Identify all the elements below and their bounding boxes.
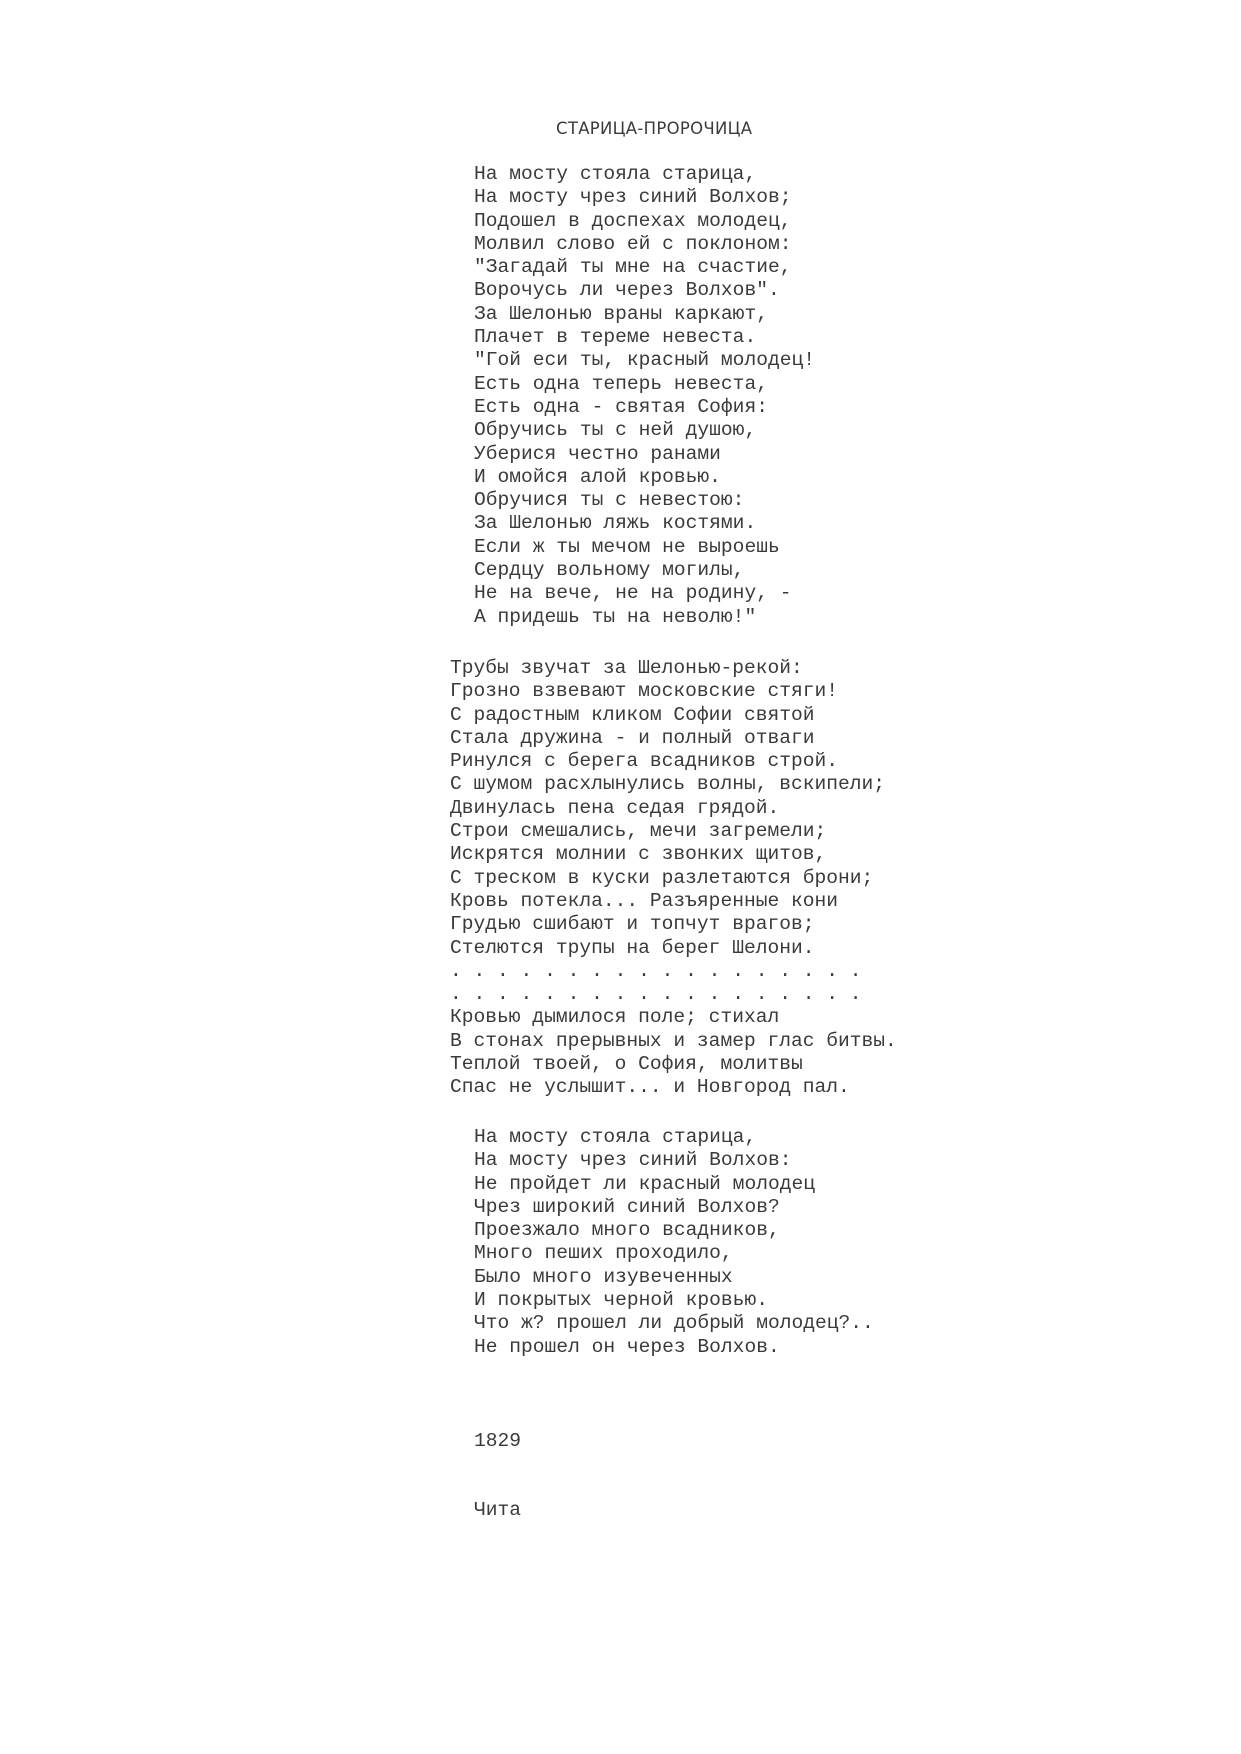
poem-line: Молвил слово ей с поклоном: <box>474 232 792 255</box>
poem-line: За Шелонью враны каркают, <box>474 302 768 325</box>
poem-line: Стала дружина - и полный отваги <box>450 726 815 749</box>
poem-line: Если ж ты мечом не выроешь <box>474 535 780 558</box>
stanza-3 <box>474 1126 874 1359</box>
poem-line: На мосту стояла старица, <box>474 1126 757 1148</box>
poem-line: И покрытых черной кровью. <box>474 1289 768 1312</box>
poem-year: 1829 <box>474 1429 522 1452</box>
poem-line: На мосту чрез синий Волхов; <box>474 186 792 209</box>
poem-line: Грозно взвевают московские стяги! <box>450 680 839 703</box>
poem-line: Не на вече, не на родину, - <box>474 582 792 605</box>
poem-line: Обручись ты с ней душою, <box>474 419 757 442</box>
poem-line: . . . . . . . . . . . . . . . . . . <box>450 959 862 982</box>
poem-line: С радостным кликом Софии святой <box>450 703 815 726</box>
poem-place: Чита <box>474 1499 522 1522</box>
poem-line: Есть одна - святая София: <box>474 395 768 418</box>
poem-line: Не пройдет ли красный молодец <box>474 1172 815 1195</box>
poem-line: Кровь потекла... Разъяренные кони <box>450 889 839 912</box>
poem-line: Строи смешались, мечи загремели; <box>450 820 827 843</box>
poem-line: Уберися честно ранами <box>474 442 721 465</box>
poem-line: С треском в куски разлетаются брони; <box>450 866 874 889</box>
date-block <box>474 1383 521 1569</box>
stanza-2 <box>450 657 897 1100</box>
poem-line: Что ж? прошел ли добрый молодец?.. <box>474 1312 874 1335</box>
poem-title: СТАРИЦА-ПРОРОЧИЦА <box>556 119 753 138</box>
poem-line: Проезжало много всадников, <box>474 1219 780 1242</box>
poem-line: Много пеших проходило, <box>474 1242 733 1265</box>
poem-line: За Шелонью ляжь костями. <box>474 512 757 535</box>
poem-line: Не прошел он через Волхов. <box>474 1335 780 1358</box>
poem-line: Плачет в тереме невеста. <box>474 326 757 349</box>
poem-line: Ринулся с берега всадников строй. <box>450 750 839 773</box>
poem-line: С шумом расхлынулись волны, вскипели; <box>450 773 886 796</box>
poem-line: И омойся алой кровью. <box>474 465 721 488</box>
poem-line: Грудью сшибают и топчут врагов; <box>450 913 815 936</box>
poem-line: А придешь ты на неволю!" <box>474 605 757 628</box>
stanza-1 <box>474 163 815 629</box>
poem-line: . . . . . . . . . . . . . . . . . . <box>450 983 862 1006</box>
poem-line: Теплой твоей, о София, молитвы <box>450 1053 803 1076</box>
poem-line: Двинулась пена седая грядой. <box>450 796 780 819</box>
poem-line: Сердцу вольному могилы, <box>474 559 745 582</box>
poem-line: В стонах прерывных и замер глас битвы. <box>450 1029 897 1052</box>
poem-line: Подошел в доспехах молодец, <box>474 209 792 232</box>
poem-line: Спас не услышит... и Новгород пал. <box>450 1076 850 1099</box>
poem-line: Ворочусь ли через Волхов". <box>474 279 780 302</box>
poem-line: Стелются трупы на берег Шелони. <box>450 936 815 959</box>
poem-line: Есть одна теперь невеста, <box>474 372 768 395</box>
poem-line: Чрез широкий синий Волхов? <box>474 1195 780 1218</box>
poem-line: Было много изувеченных <box>474 1265 733 1288</box>
poem-line: Искрятся молнии с звонких щитов, <box>450 843 827 866</box>
poem-line: Трубы звучат за Шелонью-рекой: <box>450 657 803 679</box>
poem-line: Кровью дымилося поле; стихал <box>450 1006 780 1029</box>
poem-line: "Гой еси ты, красный молодец! <box>474 349 815 372</box>
poem-line: Обручися ты с невестою: <box>474 489 745 512</box>
poem-line: На мосту чрез синий Волхов: <box>474 1149 792 1172</box>
poem-line: На мосту стояла старица, <box>474 163 757 185</box>
poem-line: "Загадай ты мне на счастие, <box>474 256 792 279</box>
